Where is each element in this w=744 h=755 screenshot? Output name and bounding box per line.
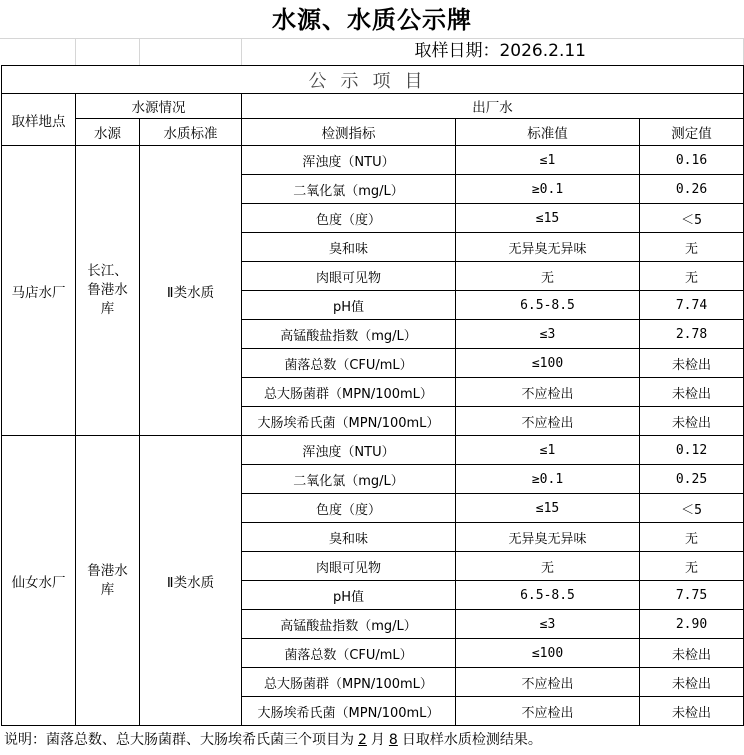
indicator-cell: pH值: [242, 291, 456, 320]
footnote-month: 2: [358, 732, 367, 748]
measured-cell: 7.74: [640, 291, 744, 320]
page-title: 水源、水质公示牌: [272, 6, 472, 34]
header-location: 取样地点: [2, 94, 76, 146]
plant-name: 马店水厂: [2, 146, 76, 436]
footnote: [4, 725, 542, 755]
table-row: [2, 146, 744, 175]
indicator-cell: 臭和味: [242, 523, 456, 552]
header-source: 水源: [76, 119, 140, 146]
standard-cell: ≤1: [456, 146, 640, 175]
measured-cell: 无: [640, 233, 744, 262]
plant-name: 仙女水厂: [2, 436, 76, 726]
measured-cell: 未检出: [640, 668, 744, 697]
standard-cell: 不应检出: [456, 668, 640, 697]
standard-cell: ≥0.1: [456, 175, 640, 204]
indicator-cell: 大肠埃希氏菌（MPN/100mL）: [242, 407, 456, 436]
standard-cell: ≥0.1: [456, 465, 640, 494]
header-indicator: 检测指标: [242, 119, 456, 146]
standard-cell: ≤100: [456, 349, 640, 378]
standard-cell: 6.5-8.5: [456, 581, 640, 610]
header-measured-value: 测定值: [640, 119, 744, 146]
standard-cell: 无: [456, 262, 640, 291]
table-row: [2, 436, 744, 465]
footnote-day: 8: [388, 732, 398, 748]
measured-cell: 未检出: [640, 407, 744, 436]
measured-cell: 2.90: [640, 610, 744, 639]
standard-cell: 6.5-8.5: [456, 291, 640, 320]
measured-cell: 0.16: [640, 146, 744, 175]
standard-cell: 不应检出: [456, 697, 640, 726]
indicator-cell: 色度（度）: [242, 204, 456, 233]
measured-cell: 未检出: [640, 697, 744, 726]
standard-cell: ≤15: [456, 204, 640, 233]
indicator-cell: 二氧化氯（mg/L）: [242, 465, 456, 494]
standard-cell: ≤100: [456, 639, 640, 668]
sample-date: 取样日期：2026.2.11: [414, 41, 586, 61]
indicator-cell: 二氧化氯（mg/L）: [242, 175, 456, 204]
water-quality-table: [1, 65, 744, 726]
measured-cell: ＜5: [640, 494, 744, 523]
standard-cell: ≤3: [456, 610, 640, 639]
water-source: 鲁港水库: [76, 436, 140, 726]
measured-cell: 无: [640, 523, 744, 552]
indicator-cell: 总大肠菌群（MPN/100mL）: [242, 668, 456, 697]
indicator-cell: 肉眼可见物: [242, 552, 456, 581]
notice-header: 公示项目: [2, 66, 744, 94]
standard-cell: 无: [456, 552, 640, 581]
standard-cell: 不应检出: [456, 407, 640, 436]
footnote-prefix: 说明：菌落总数、总大肠菌群、大肠埃希氏菌三个项目为: [4, 732, 354, 748]
quality-grade: Ⅱ类水质: [140, 436, 242, 726]
measured-cell: 未检出: [640, 639, 744, 668]
standard-cell: 无异臭无异味: [456, 523, 640, 552]
standard-cell: 不应检出: [456, 378, 640, 407]
header-standard-value: 标准值: [456, 119, 640, 146]
measured-cell: 0.26: [640, 175, 744, 204]
header-outlet-water: 出厂水: [242, 94, 744, 119]
indicator-cell: 大肠埃希氏菌（MPN/100mL）: [242, 697, 456, 726]
measured-cell: 未检出: [640, 378, 744, 407]
measured-cell: 0.25: [640, 465, 744, 494]
indicator-cell: 高锰酸盐指数（mg/L）: [242, 610, 456, 639]
indicator-cell: 浑浊度（NTU）: [242, 436, 456, 465]
indicator-cell: 色度（度）: [242, 494, 456, 523]
measured-cell: 无: [640, 262, 744, 291]
standard-cell: 无异臭无异味: [456, 233, 640, 262]
indicator-cell: pH值: [242, 581, 456, 610]
measured-cell: ＜5: [640, 204, 744, 233]
header-quality-standard: 水质标准: [140, 119, 242, 146]
measured-cell: 未检出: [640, 349, 744, 378]
standard-cell: ≤3: [456, 320, 640, 349]
standard-cell: ≤1: [456, 436, 640, 465]
standard-cell: ≤15: [456, 494, 640, 523]
footnote-suffix: 日取样水质检测结果。: [401, 732, 542, 748]
indicator-cell: 臭和味: [242, 233, 456, 262]
measured-cell: 0.12: [640, 436, 744, 465]
indicator-cell: 菌落总数（CFU/mL）: [242, 639, 456, 668]
spreadsheet-gridlines: [0, 38, 744, 65]
header-source-info: 水源情况: [76, 94, 242, 119]
measured-cell: 无: [640, 552, 744, 581]
indicator-cell: 菌落总数（CFU/mL）: [242, 349, 456, 378]
footnote-month-unit: 月: [370, 732, 385, 748]
measured-cell: 7.75: [640, 581, 744, 610]
measured-cell: 2.78: [640, 320, 744, 349]
indicator-cell: 高锰酸盐指数（mg/L）: [242, 320, 456, 349]
quality-grade: Ⅱ类水质: [140, 146, 242, 436]
indicator-cell: 总大肠菌群（MPN/100mL）: [242, 378, 456, 407]
indicator-cell: 浑浊度（NTU）: [242, 146, 456, 175]
water-source: 长江、鲁港水库: [76, 146, 140, 436]
indicator-cell: 肉眼可见物: [242, 262, 456, 291]
